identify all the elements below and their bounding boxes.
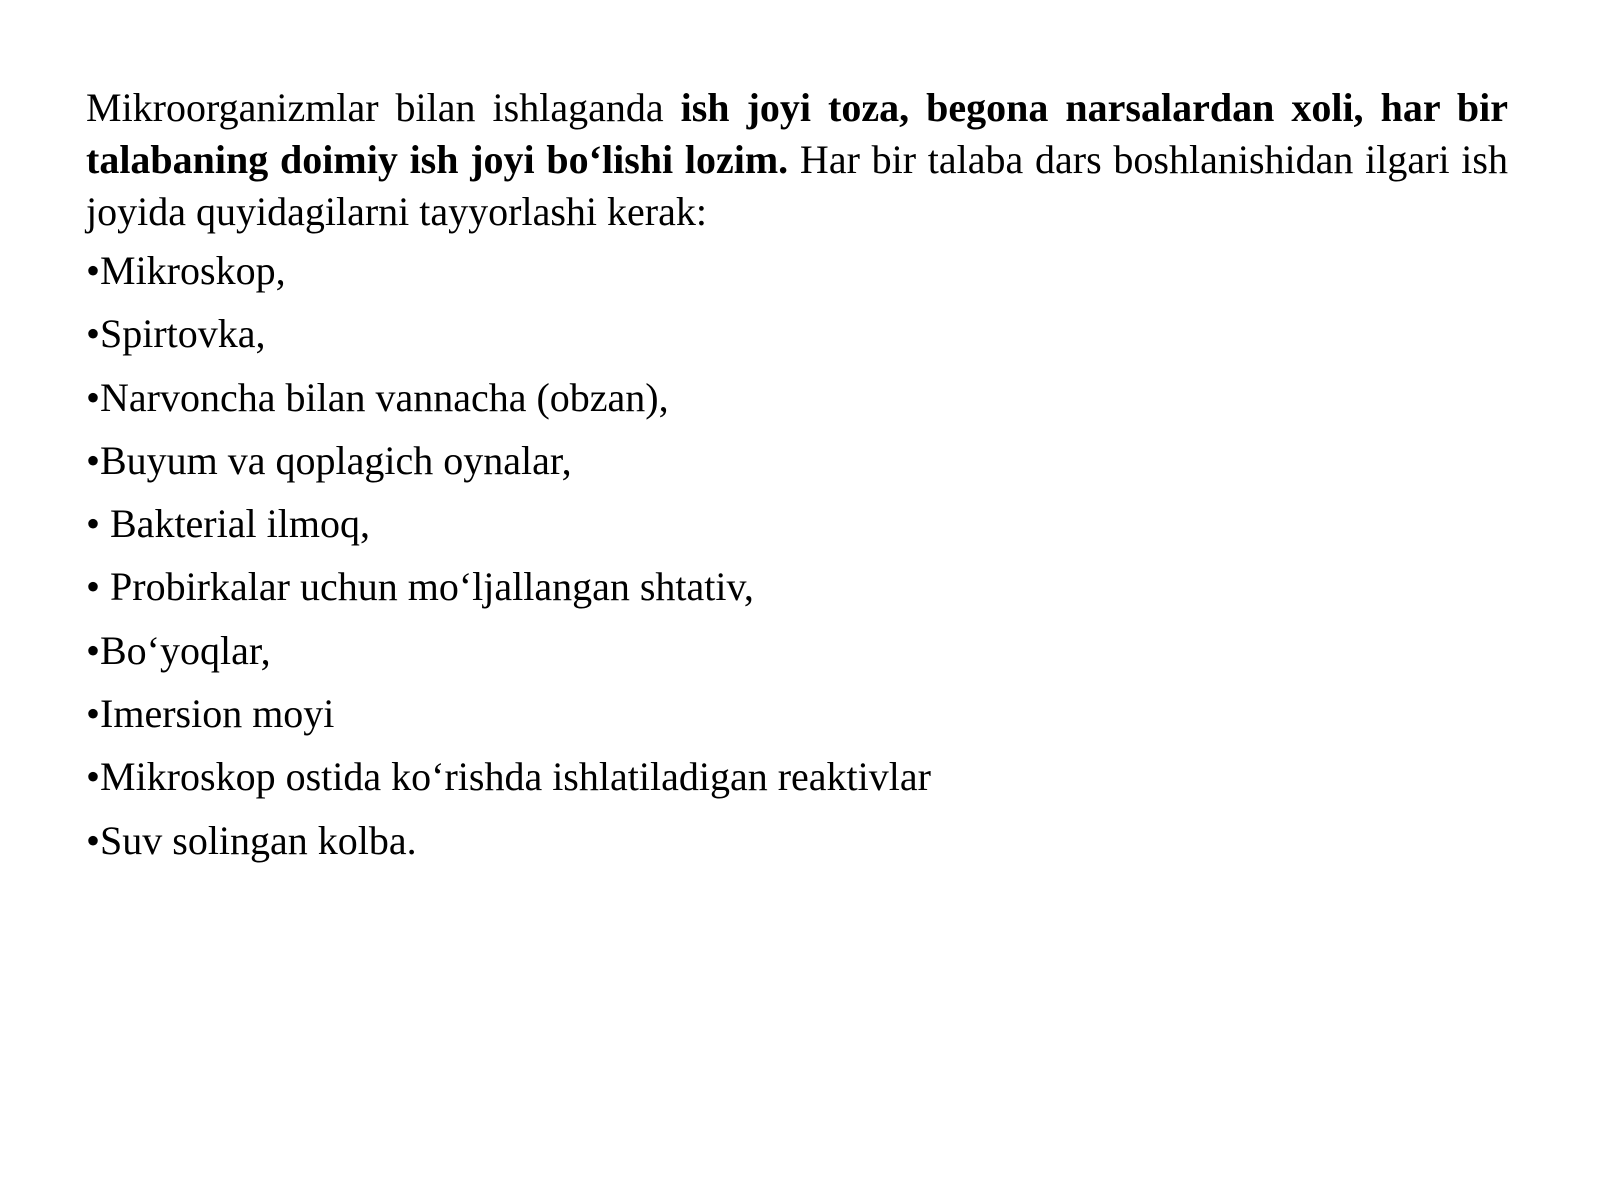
intro-text-end: Har bir talaba dars boshlanishidan ilgari ish joyida quyidagilarni tayyorlashi kerak:	[86, 137, 1508, 234]
list-item: •Bo‘yoqlar,	[86, 627, 271, 673]
list-item: •Narvoncha bilan vannacha (obzan),	[86, 374, 669, 420]
intro-text-bold: ish joyi toza, begona narsalardan xoli, har bir talabaning doimiy ish joyi bo‘lishi lozim.	[86, 85, 1508, 182]
list-item: • Probirkalar uchun mo‘ljallangan shtativ,	[86, 564, 754, 610]
list-item: •Buyum va qoplagich oynalar,	[86, 437, 572, 483]
list-item: •Spirtovka,	[86, 311, 266, 357]
list-item: •Mikroskop ostida ko‘rishda ishlatiladigan reaktivlar	[86, 754, 931, 800]
list-item: • Bakterial ilmoq,	[86, 501, 370, 547]
equipment-list	[86, 245, 931, 878]
list-item: •Imersion moyi	[86, 691, 335, 737]
list-item: •Mikroskop,	[86, 248, 286, 293]
list-item: •Suv solingan kolba.	[86, 817, 417, 863]
intro-paragraph	[86, 82, 1508, 238]
intro-text-start: Mikroorganizmlar bilan ishlaganda	[86, 85, 681, 130]
